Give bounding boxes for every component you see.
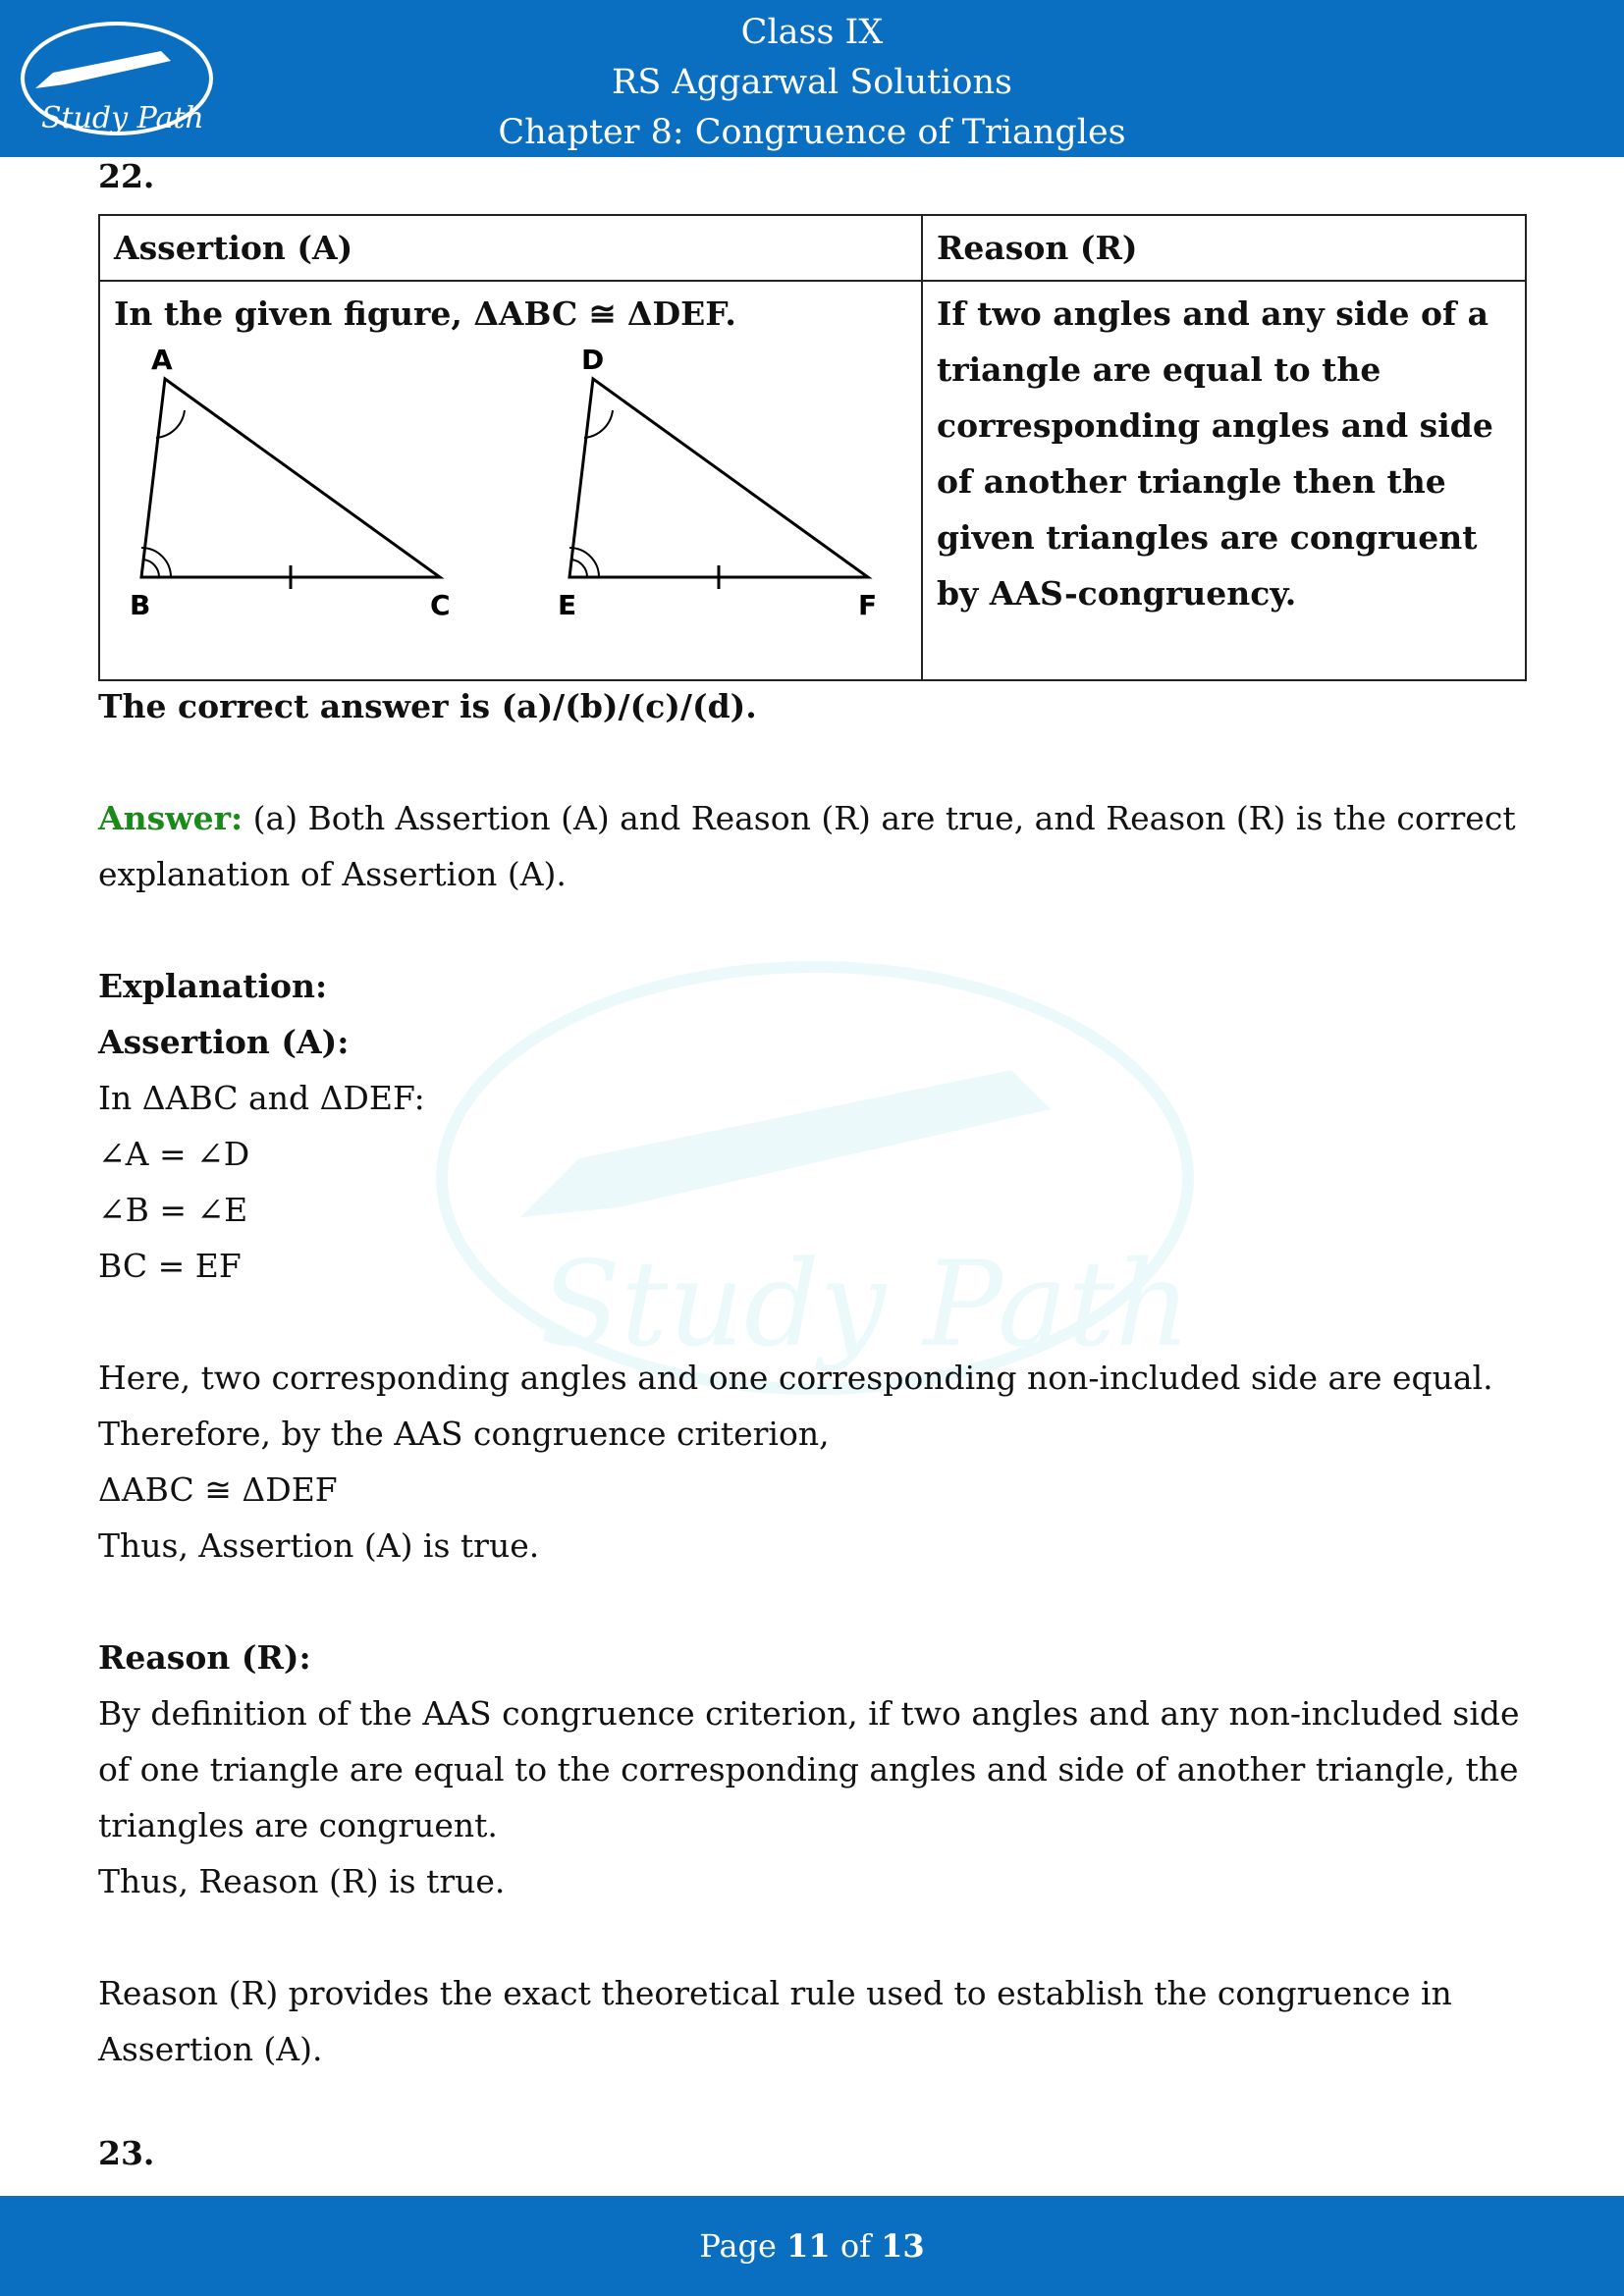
angle-arc-b-inner [143, 560, 159, 577]
reason-para-3: triangles are congruent. [98, 1806, 498, 1844]
assertion-para-1: Here, two corresponding angles and one corresponding non-included side are equal. [98, 1359, 1493, 1397]
header-chapter: Chapter 8: Congruence of Triangles [498, 113, 1126, 152]
assertion-cell [99, 281, 922, 680]
svg-text:Study Path: Study Path [41, 101, 204, 135]
answer-label: Answer: [98, 799, 244, 837]
reason-heading: Reason (R): [98, 1638, 311, 1677]
assertion-angle-a: ∠A = ∠D [98, 1135, 250, 1173]
answer-line-1 [98, 790, 1532, 846]
header-class: Class IX [740, 13, 884, 52]
triangle-def [569, 379, 868, 577]
page-header [0, 0, 1624, 157]
assertion-para-3: ΔABC ≅ ΔDEF [98, 1470, 338, 1509]
assertion-side: BC = EF [98, 1247, 242, 1285]
vertex-f: F [858, 589, 878, 621]
assertion-reason-table [98, 214, 1527, 681]
footer-page-total: 13 [881, 2227, 925, 2265]
page-footer [0, 2196, 1624, 2296]
footer-of-word: of [830, 2227, 882, 2265]
vertex-c: C [430, 589, 451, 621]
reason-para-2: of one triangle are equal to the corresponding angles and side of another triangle, the [98, 1750, 1519, 1789]
reason-para-1: By definition of the AAS congruence criterion, if two angles and any non-included side [98, 1694, 1520, 1733]
conclusion-1: Reason (R) provides the exact theoretical rule used to establish the congruence in [98, 1974, 1452, 2012]
triangle-figure [114, 349, 890, 664]
header-book: RS Aggarwal Solutions [612, 63, 1012, 102]
angle-arc-e-inner [571, 560, 587, 577]
vertex-e: E [558, 589, 577, 621]
assertion-header: Assertion (A) [99, 215, 922, 281]
svg-text:Study Path: Study Path [540, 1237, 1191, 1373]
answer-line-2: explanation of Assertion (A). [98, 855, 567, 893]
assertion-heading: Assertion (A): [98, 1023, 350, 1061]
next-question-number: 23. [98, 2134, 155, 2172]
vertex-d: D [581, 349, 605, 376]
triangle-abc [141, 379, 440, 577]
vertex-b: B [130, 589, 151, 621]
explanation-heading: Explanation: [98, 967, 328, 1005]
footer-page-word: Page [699, 2227, 787, 2265]
question-number: 22. [98, 157, 155, 195]
answer-text-1: (a) Both Assertion (A) and Reason (R) are true, and Reason (R) is the correct [243, 799, 1516, 837]
correct-answer-prompt: The correct answer is (a)/(b)/(c)/(d). [98, 687, 757, 725]
assertion-given: In ΔABC and ΔDEF: [98, 1079, 425, 1117]
reason-cell [922, 281, 1526, 680]
footer-page-current: 11 [786, 2227, 831, 2265]
assertion-para-4: Thus, Assertion (A) is true. [98, 1526, 540, 1565]
assertion-para-2: Therefore, by the AAS congruence criterion, [98, 1415, 830, 1453]
conclusion-2: Assertion (A). [98, 2030, 323, 2068]
assertion-angle-b: ∠B = ∠E [98, 1191, 248, 1229]
reason-text: If two angles and any side of a triangle are equal to the corresponding angles and side of another triangle then the given triangles are congruent by AAS-congruency. [937, 294, 1493, 613]
reason-para-4: Thus, Reason (R) is true. [98, 1862, 506, 1900]
vertex-a: A [151, 349, 173, 376]
assertion-text: In the given figure, ΔABC ≅ ΔDEF. [114, 294, 736, 333]
reason-header: Reason (R) [922, 215, 1526, 281]
